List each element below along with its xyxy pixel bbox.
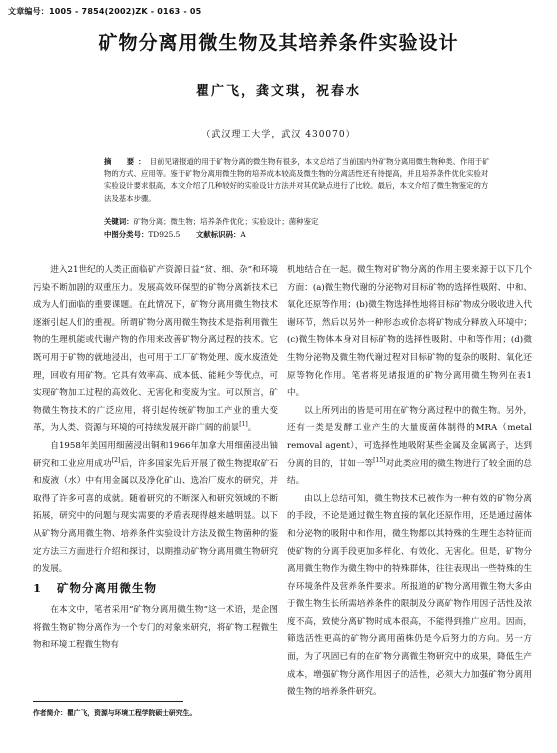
paragraph (33, 438, 278, 579)
clc-value: TD925.5 (148, 230, 181, 239)
paragraph: 机地结合在一起。微生物对矿物分离的作用主要来源于以下几个方面：(a)微生物代谢的分泌物对目标矿物的选择性吸附、中和、氧化还原等作用；(b)微生物选择性地将目标矿物成分吸收进入代谢环节，然后以另外一种形态或价态将矿物成分释放入环境中；(c)微生物体本身对目标矿物的选择性吸附、中和等作用；(d)微生物分泌物及微生物代谢过程对目标矿物的复杂的吸附、氧化还原等物化作用。笔者将见诸报道的矿物分离用微生物列在表1中。 (287, 265, 532, 399)
right-column (287, 262, 532, 702)
document-code (196, 229, 316, 241)
keywords-text: 矿物分离；微生物；培养条件优化；实验设计；菌种鉴定 (133, 217, 319, 226)
citation: [1] (239, 421, 248, 429)
clc-label: 中图分类号： (104, 230, 149, 239)
citation: [15] (373, 456, 386, 464)
section-body (33, 602, 278, 655)
authors: 瞿广飞，龚文琪，祝春水 (195, 84, 361, 99)
abstract-text: 目前见诸报道的用于矿物分离的微生物有很多，本文总结了当前国内外矿物分离用微生物种类、作用于矿物的方式、应用等。鉴于矿物分离用微生物的培养成本较高及微生物的分离活性还有待提高，并且培养条件优化实验对实验设计要求很高，本文介绍了几种较好的实验设计方法并对其优缺点进行了比较。最后，本文介绍了微生物鉴定的方法及基本步骤。 (104, 157, 490, 203)
paragraph: 在本文中，笔者采用“矿物分离用微生物”这一术语，是企图将微生物矿物分离作为一个专门的对象来研究，将矿物工程微生物和环境工程微生物有 (33, 605, 278, 651)
abstract (104, 156, 492, 205)
author-note-label: 作者简介： (33, 709, 67, 717)
paper-title: 矿物分离用微生物及其培养条件实验设计 (98, 32, 459, 54)
abstract-label: 摘 要： (104, 157, 150, 166)
section-title: 矿物分离用微生物 (57, 581, 157, 595)
doc-code-label: 文献标识码： (196, 230, 241, 239)
author-note-text: 瞿广飞，资源与环境工程学院硕士研究生。 (66, 709, 197, 717)
citation: [2] (111, 456, 121, 464)
keywords-label: 关键词： (104, 217, 134, 226)
paragraph-text: 对此类应用的微生物进行了较全面的总结。 (287, 458, 532, 487)
paragraph-text: 进入21世纪的人类正面临矿产资源日益“贫、细、杂”和环境污染不断加剧的双重压力。发展高效环保型的矿物分离新技术已成为人们面临的重要课题。在此情况下，矿物分离用微生物技术逐渐引起人们的重视。所谓矿物分离用微生物技术是指利用微生物的生理机能或代谢产物的作用来改善矿物分离过程的技术。它既可用于矿物的就地浸出，也可用于工厂矿物处理、废水废渣处理，回收有用矿物。它具有效率高、成本低、能耗少等优点，可实现矿物加工过程的高效化、无害化和变废为宝。可以预言，矿物微生物技术的广泛应用，将引起传统矿物加工产业的重大变革，为人类、资源与环境的可持续发展开辟广阔的前景 (33, 265, 278, 434)
doc-code-value: A (240, 230, 246, 239)
paragraph (287, 403, 532, 491)
keywords (104, 216, 492, 228)
section-heading (33, 580, 278, 596)
paragraph-text: 。 (247, 423, 257, 434)
footnote-divider (33, 701, 183, 702)
author-footnote (33, 707, 278, 717)
affiliation: （武汉理工大学，武汉 430070） (201, 130, 356, 140)
left-column (33, 262, 278, 579)
paragraph (33, 262, 278, 438)
paragraph-text: 后，许多国家先后开展了微生物提取矿石和废液（水）中有用金属以及净化矿山、选冶厂废水的研究，并取得了许多可喜的成就。随着研究的不断深入和研究领域的不断拓展，研究中的问题与现实需要的矛盾表现得越来越明显。以下从矿物分离用微生物、培养条件实验设计方法及微生物菌种的鉴定方法三方面进行介绍和探讨，以期推动矿物分离用微生物研究的发展。 (33, 458, 278, 575)
article-number: 文章编号：1005 - 7854(2002)ZK - 0163 - 05 (8, 7, 202, 16)
paragraph-text: 自1958年美国用细菌浸出铜和1966年加拿大用细菌浸出铀研究和工业应用成功 (33, 440, 278, 469)
paragraph: 由以上总结可知，微生物技术已被作为一种有效的矿物分离的手段，不论是通过微生物直接的氧化还原作用，还是通过菌体和分泌物的吸附中和作用，微生物都以其特殊的生理生态特征而使矿物的分离手段更加多样化、有效化、无害化。但是，矿物分离用微生物作为微生物中的特殊群体，往往表现出一些特殊的生存环境条件及营养条件要求。所报道的矿物分离用微生物大多由于微生物生长所需培养条件的限制及分离矿物作用因子活性及浓度不高，致使分离矿物时成本很高，不能得到推广应用。因而，筛选活性更高的矿物分离用菌株仍是今后努力的方向。另一方面，为了巩固已有的在矿物分离微生物研究中的成果，降低生产成本，增强矿物分离作用因子的活性，必须大力加强矿物分离用微生物的培养条件研究。 (287, 493, 532, 698)
section-number: 1 (33, 581, 43, 595)
paragraph-text: 以上所列出的皆是可用在矿物分离过程中的微生物。另外，还有一类是发酵工业产生的大量废菌体制得的MRA（metal removal agent），可选择性地吸附某些金属及金属离子，达到分离的目的，甘如一等 (287, 405, 532, 469)
